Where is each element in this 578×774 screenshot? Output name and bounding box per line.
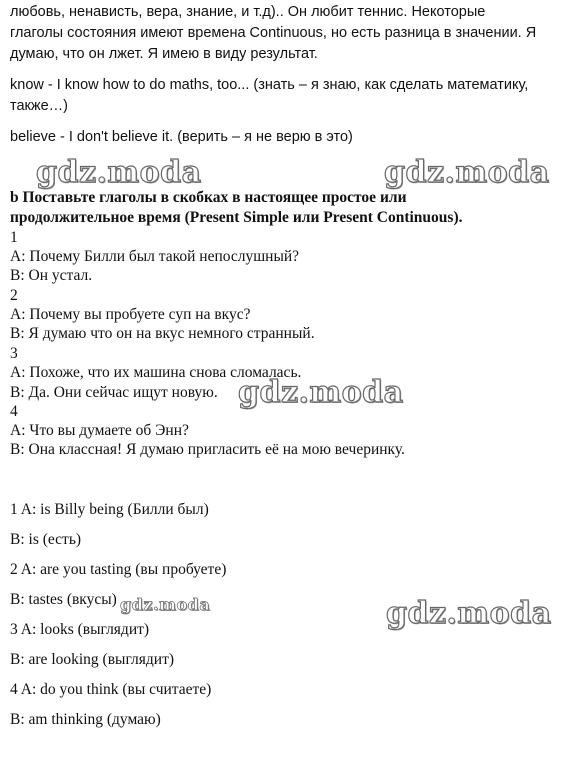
task-heading: b Поставьте глаголы в скобках в настоящее простое или xyxy=(10,189,407,206)
watermark-logo: gdz.moda xyxy=(384,155,550,190)
answer-line: B: is (есть) xyxy=(10,531,82,548)
task-heading: продолжительное время (Present Simple или Present Continuous). xyxy=(10,209,463,226)
know-example-line: также…) xyxy=(10,98,68,114)
dialog-line-b: B: Я думаю что он на вкус немного странный. xyxy=(10,325,315,342)
answer-line: 2 A: are you tasting (вы пробуете) xyxy=(10,561,227,578)
watermark-logo: gdz.moda xyxy=(386,596,552,631)
answer-line: B: am thinking (думаю) xyxy=(10,711,161,728)
dialog-line-b: B: Да. Они сейчас ищут новую. xyxy=(10,384,218,401)
dialog-number: 1 xyxy=(10,229,18,246)
dialog-number: 4 xyxy=(10,403,18,420)
answer-line: 3 A: looks (выглядит) xyxy=(10,621,150,638)
dialog-line-a: A: Почему вы пробуете суп на вкус? xyxy=(10,306,251,323)
believe-example-line: believe - I don't believe it. (верить – я не верю в это) xyxy=(10,129,353,145)
dialog-line-b: B: Он устал. xyxy=(10,267,93,284)
know-example-line: know - I know how to do maths, too... (знать – я знаю, как сделать математику, xyxy=(10,77,529,93)
answer-line: B: are looking (выглядит) xyxy=(10,651,174,668)
watermark-logo: gdz.moda xyxy=(120,595,211,614)
dialog-line-a: A: Похоже, что их машина снова сломалась. xyxy=(10,364,302,381)
dialog-number: 2 xyxy=(10,287,18,304)
paragraph-line: думаю, что он лжет. Я имею в виду результат. xyxy=(10,46,318,62)
answer-line: B: tastes (вкусы) xyxy=(10,591,117,608)
paragraph-line: глаголы состояния имеют времена Continuous, но есть разница в значении. Я xyxy=(10,25,537,41)
paragraph-line: любовь, ненависть, вера, знание, и т.д).. Он любит теннис. Некоторые xyxy=(10,4,486,20)
watermark-logo: gdz.moda xyxy=(238,375,404,410)
watermark-logo: gdz.moda xyxy=(36,155,202,190)
dialog-line-b: B: Она классная! Я думаю пригласить её на мою вечеринку. xyxy=(10,441,405,458)
dialog-line-a: A: Почему Билли был такой непослушный? xyxy=(10,248,300,265)
answer-line: 1 A: is Billy being (Билли был) xyxy=(10,501,209,518)
answer-line: 4 A: do you think (вы считаете) xyxy=(10,681,212,698)
dialog-number: 3 xyxy=(10,345,18,362)
dialog-line-a: A: Что вы думаете об Энн? xyxy=(10,422,189,439)
